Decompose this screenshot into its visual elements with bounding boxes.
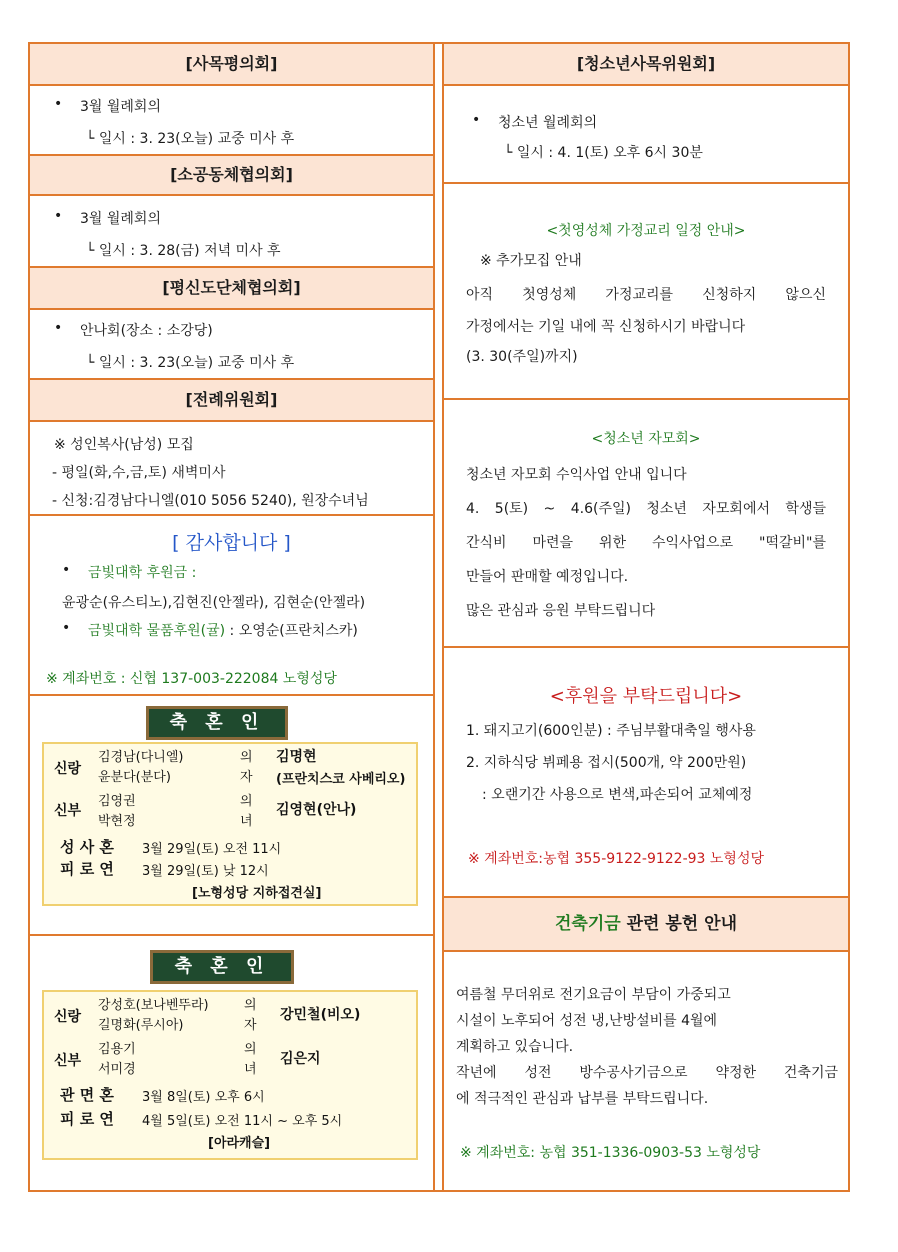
youth-committee-section <box>444 44 848 184</box>
small-community-section <box>30 156 433 268</box>
list-item: • 3월 월례회의 <box>80 208 161 228</box>
notice-text: (3. 30(주일)까지) <box>466 349 578 365</box>
donation-label: 금빛대학 후원금 : <box>88 565 197 581</box>
relation-text: 녀 <box>240 814 253 829</box>
schedule-text: └ 일시 : 3. 23(오늘) 교중 미사 후 <box>86 131 295 147</box>
venue: [노형성당 지하접견실] <box>192 886 322 901</box>
donor-names: : 오영순(프란치스카) <box>225 623 358 639</box>
groom-mother: 윤분다(분다) <box>98 770 171 785</box>
laity-council-section <box>30 268 433 380</box>
notice-text: ※ 추가모집 안내 <box>480 253 582 269</box>
request-item: 1. 돼지고기(600인분) : 주님부활대축일 행사용 <box>466 723 756 739</box>
section-title: [소공동체협의회] <box>30 156 433 196</box>
reception-time: 3월 29일(토) 낮 12시 <box>142 864 269 879</box>
notice-text: 계획하고 있습니다. <box>456 1039 574 1055</box>
groom-label: 신랑 <box>54 1009 82 1025</box>
request-item: 2. 지하식당 뷔페용 접시(500개, 약 200만원) <box>466 755 747 771</box>
groom-mother: 길명화(루시아) <box>98 1018 184 1033</box>
list-item <box>88 620 358 640</box>
bride-mother: 서미경 <box>98 1062 136 1077</box>
section-title-accent: 건축기금 <box>555 914 621 934</box>
groom-father: 김경남(다니엘) <box>98 750 184 765</box>
wedding-card <box>42 742 418 906</box>
bride-father: 김용기 <box>98 1042 136 1057</box>
groom-name: 김명현 <box>276 749 317 765</box>
relation-text: 의 <box>244 1042 257 1057</box>
building-fund-section <box>444 952 848 1192</box>
wedding-board-title: 축 혼 인 <box>146 706 288 740</box>
section-title: [사목평의회] <box>30 44 433 86</box>
wedding-section-2 <box>30 936 433 1192</box>
notice-text: 청소년 자모회 수익사업 안내 입니다 <box>466 467 687 483</box>
wedding-section-1 <box>30 696 433 936</box>
liturgy-committee-section <box>30 380 433 516</box>
groom-baptismal-name: (프란치스코 사베리오) <box>276 772 406 787</box>
ceremony-time: 3월 8일(토) 오후 6시 <box>142 1090 265 1105</box>
notice-text: 여름철 무더위로 전기요금이 부담이 가중되고 <box>456 987 731 1003</box>
notice-text: - 평일(화,수,금,토) 새벽미사 <box>52 465 226 481</box>
list-item: • 3월 월례회의 <box>80 96 161 116</box>
notice-text: ※ 성인복사(남성) 모집 <box>54 437 194 453</box>
list-item <box>88 562 196 582</box>
venue: [아라캐슬] <box>208 1136 271 1151</box>
relation-text: 자 <box>244 1018 257 1033</box>
column-divider <box>433 44 444 1190</box>
section-title: [평신도단체협의회] <box>30 268 433 310</box>
groom-label: 신랑 <box>54 761 82 777</box>
relation-text: 녀 <box>244 1062 257 1077</box>
notice-text: 가정에서는 기일 내에 꼭 신청하시기 바랍니다 <box>466 319 746 335</box>
section-title: [전례위원회] <box>30 380 433 422</box>
schedule-text: └ 일시 : 3. 28(금) 저녁 미사 후 <box>86 243 281 259</box>
groom-name: 강민철(비오) <box>280 1007 361 1023</box>
building-fund-header <box>444 898 848 952</box>
notice-text: 많은 관심과 응원 부탁드립니다 <box>466 603 656 619</box>
schedule-text: └ 일시 : 3. 23(오늘) 교중 미사 후 <box>86 355 295 371</box>
bulletin-frame <box>28 42 850 1192</box>
request-note: : 오랜기간 사용으로 변색,파손되어 교체예정 <box>482 787 753 803</box>
notice-text: 4. 5(토) ~ 4.6(주일) 청소년 자모회에서 학생들 <box>466 501 826 517</box>
ceremony-time: 3월 29일(토) 오전 11시 <box>142 842 282 857</box>
pastoral-council-section <box>30 44 433 156</box>
notice-text: 에 적극적인 관심과 납부를 부탁드립니다. <box>456 1091 709 1107</box>
section-title: <청소년 자모회> <box>591 431 701 447</box>
reception-label: 피 로 연 <box>60 1110 114 1128</box>
reception-time: 4월 5일(토) 오전 11시 ~ 오후 5시 <box>142 1114 343 1129</box>
relation-text: 의 <box>240 794 253 809</box>
section-title: 관련 봉헌 안내 <box>620 914 737 934</box>
bride-label: 신부 <box>54 1053 82 1069</box>
schedule-text: └ 일시 : 4. 1(토) 오후 6시 30분 <box>504 145 703 161</box>
wedding-card <box>42 990 418 1160</box>
list-item: • 청소년 월례회의 <box>498 112 597 132</box>
notice-text: 시설이 노후되어 성전 냉,난방설비를 4월에 <box>456 1013 718 1029</box>
ceremony-label: 성 사 혼 <box>60 838 114 856</box>
account-number: ※ 계좌번호 : 신협 137-003-222084 노형성당 <box>46 671 337 687</box>
donation-label: 금빛대학 물품후원(귤) <box>88 623 226 639</box>
bride-father: 김영권 <box>98 794 136 809</box>
first-communion-section <box>444 184 848 400</box>
relation-text: 의 <box>240 750 253 765</box>
notice-text: 만들어 판매할 예정입니다. <box>466 569 629 585</box>
list-item: • 안나회(장소 : 소강당) <box>80 320 213 340</box>
account-number: ※ 계좌번호: 농협 351-1336-0903-53 노형성당 <box>460 1145 761 1161</box>
bride-name: 김은지 <box>280 1051 321 1067</box>
left-column <box>30 44 433 1190</box>
notice-text: - 신청:김경남다니엘(010 5056 5240), 원장수녀님 <box>52 493 369 509</box>
thanks-section <box>30 516 433 696</box>
bride-name: 김영현(안나) <box>276 802 357 818</box>
right-column <box>444 44 848 1190</box>
ceremony-label: 관 면 혼 <box>60 1086 114 1104</box>
wedding-board-title: 축 혼 인 <box>150 950 294 984</box>
reception-label: 피 로 연 <box>60 860 114 878</box>
relation-text: 의 <box>244 998 257 1013</box>
donor-names: 윤광순(유스티노),김현진(안젤라), 김현순(안젤라) <box>62 595 366 611</box>
section-title: [청소년사목위원회] <box>444 44 848 86</box>
groom-father: 강성호(보나벤뚜라) <box>98 998 209 1013</box>
section-title: [ 감사합니다 ] <box>172 532 291 554</box>
section-title: <후원을 부탁드립니다> <box>549 686 743 707</box>
notice-text: 간식비 마련을 위한 수익사업으로 "떡갈비"를 <box>466 535 826 551</box>
account-number: ※ 계좌번호:농협 355-9122-9122-93 노형성당 <box>468 851 764 867</box>
notice-text: 작년에 성전 방수공사기금으로 약정한 건축기금 <box>456 1065 838 1081</box>
bride-mother: 박현정 <box>98 814 136 829</box>
donation-request-section <box>444 648 848 898</box>
section-title: <첫영성체 가정교리 일정 안내> <box>546 223 746 239</box>
notice-text: 아직 첫영성체 가정교리를 신청하지 않으신 <box>466 287 826 303</box>
relation-text: 자 <box>240 770 253 785</box>
youth-mothers-section <box>444 400 848 648</box>
bride-label: 신부 <box>54 803 82 819</box>
